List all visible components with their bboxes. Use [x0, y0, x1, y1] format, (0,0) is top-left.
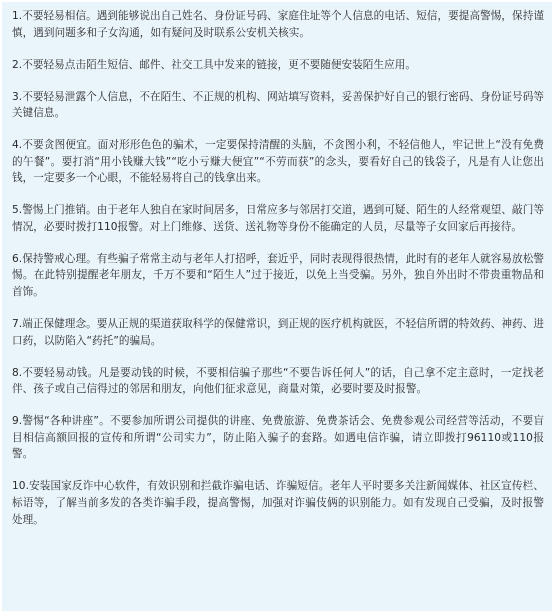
- tip-2: 2.不要轻易点击陌生短信、邮件、社交工具中发来的链接，更不要随便安装陌生应用。: [12, 58, 417, 71]
- tip-6: 6.保持警戒心理。有些骗子常常主动与老年人打招呼，套近乎，同时表现得很热情，此时有的老年人就容易放松警惕。在此特别提醒老年朋友，千万不要和“陌生人”过于接近，以免上当受骗。另外，独自外出时不带贵重物品和首饰。: [12, 252, 544, 299]
- tip-1: 1.不要轻易相信。遇到能够说出自己姓名、身份证号码、家庭住址等个人信息的电话、短信，要提高警惕，保持谨慎，遇到问题多和子女沟通，如有疑问及时联系公安机关核实。: [12, 10, 544, 39]
- tip-9: 9.警惕“各种讲座”。不要参加所谓公司提供的讲座、免费旅游、免费茶话会、免费参观公司经营等活动，不要盲目相信高额回报的宣传和所谓“公司实力”，防止陷入骗子的套路。如遇电信诈骗，请立即拨打96110或110报警。: [12, 415, 544, 461]
- tip-5: 5.警惕上门推销。由于老年人独自在家时间居多，日常应多与邻居打交道，遇到可疑、陌生的人经常观望、敲门等情况，必要时拨打110报警。对上门维修、送货、送礼物等身份不能确定的人员，尽量等子女回家后再接待。: [12, 204, 544, 233]
- tip-4: 4.不要贪图便宜。面对形形色色的骗术，一定要保持清醒的头脑，不贪图小利，不轻信他人，牢记世上“没有免费的午餐”。要打消“用小钱赚大钱”“吃小亏赚大便宜”“不劳而获”的念头，要看好自己的钱袋子，凡是有人让您出钱，一定要多一个心眼，不能轻易将自己的钱拿出来。: [12, 139, 544, 185]
- tip-7: 7.端正保健理念。要从正规的渠道获取科学的保健常识，到正规的医疗机构就医，不轻信所谓的特效药、神药、进口药，以防陷入“药托”的骗局。: [12, 318, 544, 347]
- tip-3: 3.不要轻易泄露个人信息，不在陌生、不正规的机构、网站填写资料，妥善保护好自己的银行密码、身份证号码等关键信息。: [12, 90, 544, 120]
- tip-8: 8.不要轻易动钱。凡是要动钱的时候，不要相信骗子那些“不要告诉任何人”的话，自己拿不定主意时，一定找老伴、孩子或自己信得过的邻居和朋友，向他们征求意见，商量对策，必要时要及时报警。: [12, 366, 544, 396]
- tip-10: 10.安装国家反诈中心软件，有效识别和拦截诈骗电话、诈骗短信。老年人平时要多关注新闻媒体、社区宣传栏、标语等，了解当前多发的各类诈骗手段，提高警惕，加强对诈骗伎俩的识别能力。如有发现自己受骗，及时报警处理。: [12, 480, 544, 526]
- anti-fraud-tips-panel: [2, 2, 552, 611]
